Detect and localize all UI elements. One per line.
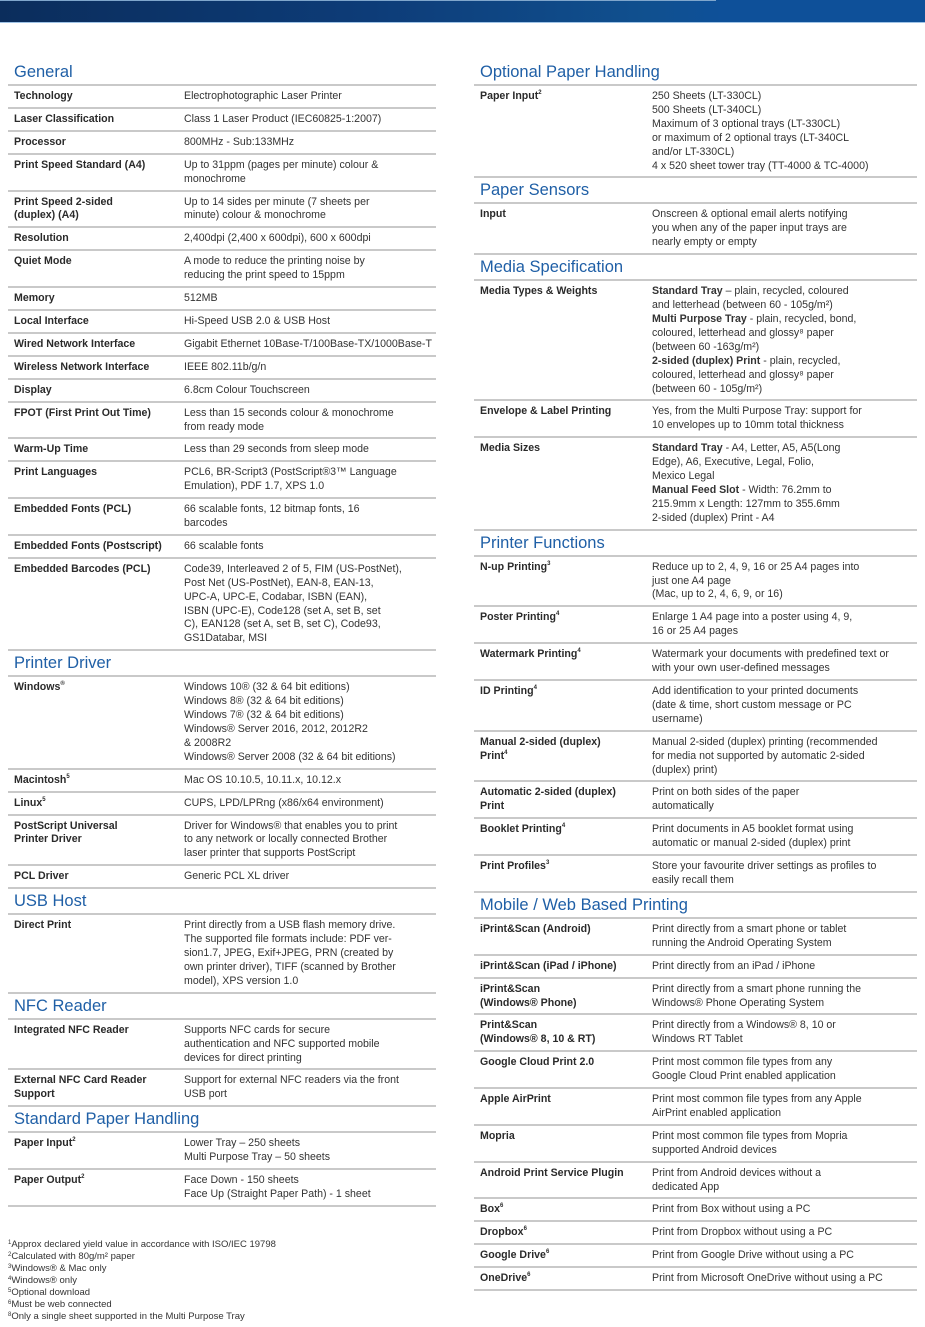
spec-row [8, 1170, 436, 1207]
spec-row [8, 1133, 436, 1170]
spec-row [8, 251, 436, 288]
spec-label [8, 1024, 184, 1066]
footnotes [8, 1239, 448, 1323]
footnote [8, 1287, 448, 1299]
spec-label-text: Mopria [480, 1129, 515, 1142]
spec-row [8, 536, 436, 559]
spec-value: Print on both sides of the paper automatically [652, 786, 800, 813]
footnote-marker: 4 [561, 823, 566, 830]
spec-value: Code39, Interleaved 2 of 5, FIM (US-PostNet), Post Net (US-PostNet), EAN-8, EAN-13, UPC-A, UPC-E, Codabar, ISBN (EAN), ISBN (UPC-E), Code128 (set A, set B, set C), EAN128 (set A, set B, set C), Code93, GS1Databar, MSI [184, 562, 402, 645]
spec-label-text: Paper Input [14, 1137, 73, 1150]
footnote [8, 1251, 448, 1263]
spec-label [8, 563, 184, 646]
spec-label [8, 338, 184, 352]
spec-label-text: Macintosh [14, 773, 67, 786]
spec-value: A mode to reduce the printing noise by reducing the print speed to 15ppm [184, 255, 365, 282]
spec-value: Print directly from a smart phone or tablet running the Android Operating System [652, 922, 847, 949]
section-title: NFC Reader [8, 994, 436, 1020]
spec-label-text: Poster Printing [480, 611, 556, 624]
footnote-marker: 5 [66, 773, 70, 780]
spec-label [474, 983, 652, 1011]
spec-row [8, 132, 436, 155]
spec-value: Watermark your documents with predefined text or with your own user-defined messages [652, 648, 889, 675]
spec-value: Up to 14 sides per minute (7 sheets per minute) colour & monochrome [184, 195, 370, 222]
spec-value-emphasis: Manual Feed Slot [652, 483, 740, 496]
spec-value-text: – plain, recycled, coloured and letterhead (between 60 - 105g/m²) [652, 285, 849, 312]
spec-label-text: Quiet Mode [14, 255, 72, 268]
footnote-number: 8 [8, 1312, 12, 1318]
spec-label [474, 1226, 652, 1240]
spec-value: PCL6, BR-Script3 (PostScript®3™ Language Emulation), PDF 1.7, XPS 1.0 [184, 466, 397, 493]
spec-row [474, 557, 917, 608]
spec-label [8, 919, 184, 989]
spec-value: Up to 31ppm (pages per minute) colour & monochrome [184, 158, 379, 185]
spec-label [474, 208, 652, 250]
spec-row [8, 86, 436, 109]
spec-label-text: Google Drive [480, 1249, 546, 1262]
section-usb-host [8, 889, 436, 994]
spec-value [652, 285, 917, 396]
footnote-marker: 4 [504, 749, 508, 756]
spec-row [8, 357, 436, 380]
spec-value: Windows 10® (32 & 64 bit editions) Windows 8® (32 & 64 bit editions) Windows 7® (32 & 64 bit editions) Windows® Server 2016, 2012, 2012R2 & 2008R2 Windows® Server 2008 (32 & 64 bit editions) [184, 681, 396, 763]
spec-label [8, 384, 184, 398]
spec-value: Print from Android devices without a dedicated App [652, 1166, 821, 1193]
section-mobile-web-based-printing [474, 893, 917, 1291]
spec-label-text: Memory [14, 292, 55, 305]
spec-label [8, 797, 184, 811]
footnote [8, 1239, 448, 1251]
spec-label [474, 1019, 652, 1047]
spec-value: Print from Microsoft OneDrive without using a PC [652, 1272, 883, 1285]
spec-row [474, 819, 917, 856]
spec-row [8, 403, 436, 440]
footnote-number: 3 [8, 1264, 12, 1270]
footnote-marker: 6 [527, 1272, 531, 1279]
spec-row [474, 1268, 917, 1291]
spec-value: Print from Google Drive without using a PC [652, 1249, 854, 1262]
spec-row [8, 559, 436, 651]
spec-value: 66 scalable fonts [184, 539, 264, 552]
spec-label-text: Booklet Printing [480, 823, 562, 836]
spec-label-text: Integrated NFC Reader [14, 1023, 129, 1036]
spec-label-text: Media Types & Weights [480, 285, 598, 298]
spec-value: Print documents in A5 booklet format using automatic or manual 2-sided (duplex) print [652, 823, 854, 850]
footnote-text: Calculated with 80g/m² paper [11, 1251, 135, 1262]
spec-row [8, 915, 436, 994]
footnote-number: 6 [8, 1300, 12, 1306]
spec-label [474, 1203, 652, 1217]
footnote-marker: 3 [545, 860, 550, 867]
spec-label [8, 820, 184, 862]
footnote-marker: 6 [500, 1203, 504, 1210]
spec-label [8, 774, 184, 788]
footnote-marker: 2 [538, 90, 542, 96]
spec-row [474, 919, 917, 956]
footnote-number: 4 [8, 1276, 12, 1282]
footnote-marker: 4 [577, 648, 581, 655]
spec-label-text: Automatic 2-sided (duplex) Print [480, 786, 616, 813]
spec-label [8, 90, 184, 104]
footnote-marker: 6 [523, 1226, 527, 1233]
spec-label [8, 159, 184, 187]
spec-label [474, 405, 652, 433]
spec-value: Electrophotographic Laser Printer [184, 90, 342, 102]
spec-value: Print most common file types from Mopria supported Android devices [652, 1129, 848, 1156]
spec-label-text: Technology [14, 90, 73, 102]
section-title: Printer Driver [8, 651, 436, 677]
spec-value: Hi-Speed USB 2.0 & USB Host [184, 314, 331, 327]
spec-value-text: - plain, recycled, coloured, letterhead and glossy⁸ paper (between 60 - 105g/m²) [652, 354, 841, 395]
spec-value: CUPS, LPD/LPRng (x86/x64 environment) [184, 796, 384, 809]
spec-label [8, 292, 184, 306]
spec-label-text: Local Interface [14, 314, 89, 327]
spec-value: Gigabit Ethernet 10Base-T/100Base-TX/1000Base-T [184, 337, 432, 350]
spec-row [8, 770, 436, 793]
spec-label-text: Direct Print [14, 919, 72, 932]
spec-row [474, 1052, 917, 1089]
right-column [474, 60, 917, 1291]
spec-label-text: Envelope & Label Printing [480, 405, 612, 418]
spec-label [8, 1137, 184, 1165]
spec-value: Class 1 Laser Product (IEC60825-1:2007) [184, 112, 382, 125]
spec-row [8, 816, 436, 867]
spec-row [8, 499, 436, 536]
spec-label-text: iPrint&Scan (Android) [480, 922, 591, 935]
section-printer-functions [474, 531, 917, 893]
spec-value: Print directly from a smart phone running the Windows® Phone Operating System [652, 982, 862, 1009]
spec-row [8, 311, 436, 334]
spec-value [652, 442, 917, 525]
spec-row [474, 607, 917, 644]
spec-row [474, 644, 917, 681]
spec-label [474, 1272, 652, 1286]
spec-row [474, 1015, 917, 1052]
section-title: Media Specification [474, 255, 917, 281]
spec-label-text: Print Speed 2-sided (duplex) (A4) [14, 195, 113, 222]
spec-row [8, 1020, 436, 1071]
spec-label [474, 685, 652, 727]
spec-value-emphasis: Standard Tray [652, 442, 723, 455]
spec-row [8, 155, 436, 192]
footnote-text: Only a single sheet supported in the Multi Purpose Tray [11, 1311, 245, 1322]
spec-label-text: Print Languages [14, 466, 97, 479]
section-paper-sensors [474, 178, 917, 255]
spec-label [8, 196, 184, 224]
spec-label-text: Resolution [14, 232, 69, 245]
spec-label-text: Embedded Barcodes (PCL) [14, 562, 151, 575]
spec-value: Print most common file types from any Google Cloud Print enabled application [652, 1056, 836, 1083]
spec-label [8, 466, 184, 494]
footnote-marker: 5 [42, 796, 46, 803]
footnote-text: Must be web connected [11, 1299, 112, 1310]
section-standard-paper-handling [8, 1107, 436, 1207]
spec-label-text: Display [14, 383, 52, 396]
footnote [8, 1299, 448, 1311]
spec-label-text: Apple AirPrint [480, 1093, 551, 1106]
spec-value: 250 Sheets (LT-330CL) 500 Sheets (LT-340CL) Maximum of 3 optional trays (LT-330CL) or maximum of 2 optional trays (LT-340CL and/or LT-330CL) 4 x 520 sheet tower tray (TT-4000 & TC-4000) [652, 90, 869, 172]
spec-label-text: ID Printing [480, 685, 534, 697]
spec-row [474, 401, 917, 438]
spec-value: Print from Box without using a PC [652, 1203, 811, 1216]
footnote [8, 1311, 448, 1323]
section-title: Standard Paper Handling [8, 1107, 436, 1133]
spec-value: Support for external NFC readers via the front USB port [184, 1074, 399, 1101]
spec-label-text: OneDrive [480, 1272, 528, 1285]
spec-label-text: Laser Classification [14, 112, 115, 125]
section-media-specification [474, 255, 917, 531]
spec-row [8, 334, 436, 357]
spec-label-text: Android Print Service Plugin [480, 1166, 624, 1179]
spec-label-text: Windows [14, 681, 61, 694]
spec-value: Less than 15 seconds colour & monochrome from ready mode [184, 406, 394, 433]
spec-value: Enlarge 1 A4 page into a poster using 4, 9, 16 or 25 A4 pages [652, 611, 853, 638]
footnote-text: Approx declared yield value in accordance with ISO/IEC 19798 [11, 1239, 276, 1250]
spec-value: Less than 29 seconds from sleep mode [184, 443, 369, 456]
spec-value: Print most common file types from any Apple AirPrint enabled application [652, 1093, 862, 1119]
spec-label-text: Print Profiles [480, 860, 546, 873]
spec-value: Generic PCL XL driver [184, 870, 290, 883]
spec-label-text: FPOT (First Print Out Time) [14, 406, 151, 419]
spec-label [474, 442, 652, 525]
spec-label-text: Embedded Fonts (Postscript) [14, 539, 162, 552]
spec-label-text: Processor [14, 135, 66, 148]
spec-value: Manual 2-sided (duplex) printing (recommended for media not supported by automatic 2-sided (duplex) print) [652, 735, 878, 776]
spec-row [8, 462, 436, 499]
section-optional-paper-handling [474, 60, 917, 178]
spec-value: Print directly from a USB flash memory drive. The supported file formats include: PDF ver- sion1.7, JPEG, Exif+JPEG, PRN (created by own printer driver), TIFF (scanned by Brother model), XPS version 1.0 [184, 919, 396, 987]
spec-label [474, 1056, 652, 1084]
spec-row [474, 782, 917, 819]
spec-label [8, 361, 184, 375]
spec-row [8, 228, 436, 251]
spec-label-text: iPrint&Scan (iPad / iPhone) [480, 959, 617, 972]
spec-label-text: Wireless Network Interface [14, 360, 150, 373]
spec-label [8, 443, 184, 457]
header-banner [0, 0, 925, 23]
spec-value-text: - A4, Letter, A5, A5(Long Edge), A6, Executive, Legal, Folio, Mexico Legal [652, 442, 841, 483]
spec-label [474, 611, 652, 639]
section-title: General [8, 60, 436, 86]
spec-label [474, 1167, 652, 1195]
section-printer-driver [8, 651, 436, 889]
spec-label [474, 960, 652, 974]
spec-value: Add identification to your printed documents (date & time, short custom message or PC username) [652, 685, 859, 725]
footnote-number: 5 [8, 1288, 12, 1294]
spec-row [474, 281, 917, 401]
spec-label [474, 648, 652, 676]
spec-value-emphasis: Standard Tray [652, 285, 723, 298]
spec-label-text: PostScript Universal Printer Driver [14, 819, 118, 846]
spec-value-text: - plain, recycled, bond, coloured, letterhead and glossy⁸ paper (between 60 -163g/m²) [652, 312, 857, 353]
spec-label [8, 503, 184, 531]
spec-row [474, 438, 917, 530]
spec-label [474, 561, 652, 603]
spec-row [8, 192, 436, 229]
spec-row [8, 380, 436, 403]
spec-label-text: Paper Input [480, 90, 539, 102]
spec-value: Supports NFC cards for secure authentication and NFC supported mobile devices for direct printing [184, 1023, 380, 1064]
footnote-marker: 4 [533, 685, 537, 691]
spec-row [474, 681, 917, 732]
spec-row [474, 1199, 917, 1222]
spec-label [474, 90, 652, 173]
spec-label-text: External NFC Card Reader Support [14, 1074, 147, 1101]
footnote-number: 1 [8, 1240, 12, 1246]
footnote-marker: ® [60, 681, 65, 688]
footnote-number: 2 [8, 1252, 12, 1258]
footnote-text: Windows® only [11, 1275, 77, 1286]
spec-label-text: Google Cloud Print 2.0 [480, 1056, 595, 1069]
spec-value: IEEE 802.11b/g/n [184, 360, 267, 373]
spec-value: Face Down - 150 sheets Face Up (Straight Paper Path) - 1 sheet [184, 1174, 371, 1200]
spec-value: Print directly from an iPad / iPhone [652, 959, 816, 972]
spec-row [474, 732, 917, 783]
spec-label-text: Box [480, 1203, 501, 1216]
spec-row [8, 677, 436, 769]
spec-value: Reduce up to 2, 4, 9, 16 or 25 A4 pages into just one A4 page (Mac, up to 2, 4, 6, 9, or 16) [652, 560, 860, 601]
spec-label [8, 540, 184, 554]
spec-value: 2,400dpi (2,400 x 600dpi), 600 x 600dpi [184, 232, 371, 245]
header-highlight-line [0, 0, 716, 1]
spec-row [474, 956, 917, 979]
footnote [8, 1275, 448, 1287]
spec-label-text: Linux [14, 796, 43, 809]
spec-label [474, 1093, 652, 1121]
spec-value: 512MB [184, 292, 218, 305]
footnote-text: Windows® & Mac only [11, 1263, 107, 1274]
spec-label [8, 1074, 184, 1102]
spec-row [8, 866, 436, 889]
spec-label [8, 315, 184, 329]
spec-value: Onscreen & optional email alerts notifying you when any of the paper input trays are nearly empty or empty [652, 208, 848, 249]
spec-row [474, 856, 917, 893]
left-column [8, 60, 436, 1207]
spec-label [474, 786, 652, 814]
section-title: Paper Sensors [474, 178, 917, 204]
spec-label-text: Media Sizes [480, 442, 541, 455]
spec-value-emphasis: 2-sided (duplex) Print [652, 354, 761, 367]
spec-value: 6.8cm Colour Touchscreen [184, 383, 310, 396]
spec-value: Driver for Windows® that enables you to print to any network or locally connected Brother laser printer that supports PostScript [184, 819, 398, 860]
spec-label-text: Wired Network Interface [14, 337, 136, 350]
spec-label [8, 255, 184, 283]
spec-row [8, 288, 436, 311]
footnote-marker: 2 [81, 1174, 85, 1181]
spec-label [8, 136, 184, 150]
spec-label-text: Embedded Fonts (PCL) [14, 503, 132, 516]
footnote-marker: 6 [545, 1249, 550, 1256]
spec-label [474, 1249, 652, 1263]
section-title: Mobile / Web Based Printing [474, 893, 917, 919]
section-title: Printer Functions [474, 531, 917, 557]
spec-label [8, 870, 184, 884]
spec-row [474, 1126, 917, 1163]
footnote-marker: 2 [72, 1137, 76, 1144]
spec-label-text: Print Speed Standard (A4) [14, 158, 146, 171]
spec-label [474, 923, 652, 951]
footnote-marker: 3 [547, 560, 551, 567]
spec-label [474, 1130, 652, 1158]
spec-label-text: Dropbox [480, 1226, 524, 1239]
spec-label [8, 1174, 184, 1202]
spec-label [474, 860, 652, 888]
spec-value: Yes, from the Multi Purpose Tray: support for 10 envelopes up to 10mm total thickness [652, 405, 862, 432]
spec-row [474, 979, 917, 1016]
section-title: Optional Paper Handling [474, 60, 917, 86]
spec-value-emphasis: Multi Purpose Tray [652, 312, 747, 325]
section-nfc-reader [8, 994, 436, 1108]
footnote-marker: 4 [555, 611, 560, 618]
spec-row [474, 1089, 917, 1126]
spec-value: Store your favourite driver settings as profiles to easily recall them [652, 860, 877, 886]
spec-label-text: Input [480, 208, 506, 221]
spec-value: Mac OS 10.10.5, 10.11.x, 10.12.x [184, 773, 342, 786]
spec-label [8, 113, 184, 127]
spec-label [474, 736, 652, 778]
spec-label-text: Paper Output [14, 1174, 82, 1187]
spec-value-text: - Width: 76.2mm to 215.9mm x Length: 127mm to 355.6mm 2-sided (duplex) Print - A4 [652, 483, 840, 524]
spec-label [8, 407, 184, 435]
spec-row [8, 439, 436, 462]
spec-label-text: PCL Driver [14, 870, 69, 883]
spec-row [8, 109, 436, 132]
spec-label [8, 681, 184, 764]
section-title: USB Host [8, 889, 436, 915]
spec-value: 66 scalable fonts, 12 bitmap fonts, 16 barcodes [184, 503, 360, 530]
spec-row [474, 1163, 917, 1200]
spec-value: Lower Tray – 250 sheets Multi Purpose Tray – 50 sheets [184, 1137, 331, 1164]
spec-row [474, 86, 917, 178]
spec-label [474, 823, 652, 851]
section-general [8, 60, 436, 651]
spec-label-text: Warm-Up Time [14, 443, 89, 456]
spec-label [8, 232, 184, 246]
spec-value: 800MHz - Sub:133MHz [184, 135, 295, 148]
spec-value: Print from Dropbox without using a PC [652, 1226, 833, 1239]
spec-label-text: Print&Scan (Windows® 8, 10 & RT) [480, 1019, 596, 1046]
spec-row [8, 1070, 436, 1107]
footnote-text: Optional download [11, 1287, 91, 1298]
spec-row [474, 1245, 917, 1268]
spec-label-text: N-up Printing [480, 560, 548, 573]
spec-label-text: Watermark Printing [480, 648, 578, 661]
spec-value: Print directly from a Windows® 8, 10 or Windows RT Tablet [652, 1019, 836, 1046]
spec-row [474, 204, 917, 255]
spec-label-text: Manual 2-sided (duplex) Print [480, 735, 601, 762]
spec-row [8, 793, 436, 816]
spec-row [474, 1222, 917, 1245]
spec-label [474, 285, 652, 396]
spec-label-text: iPrint&Scan (Windows® Phone) [480, 982, 577, 1009]
footnote [8, 1263, 448, 1275]
